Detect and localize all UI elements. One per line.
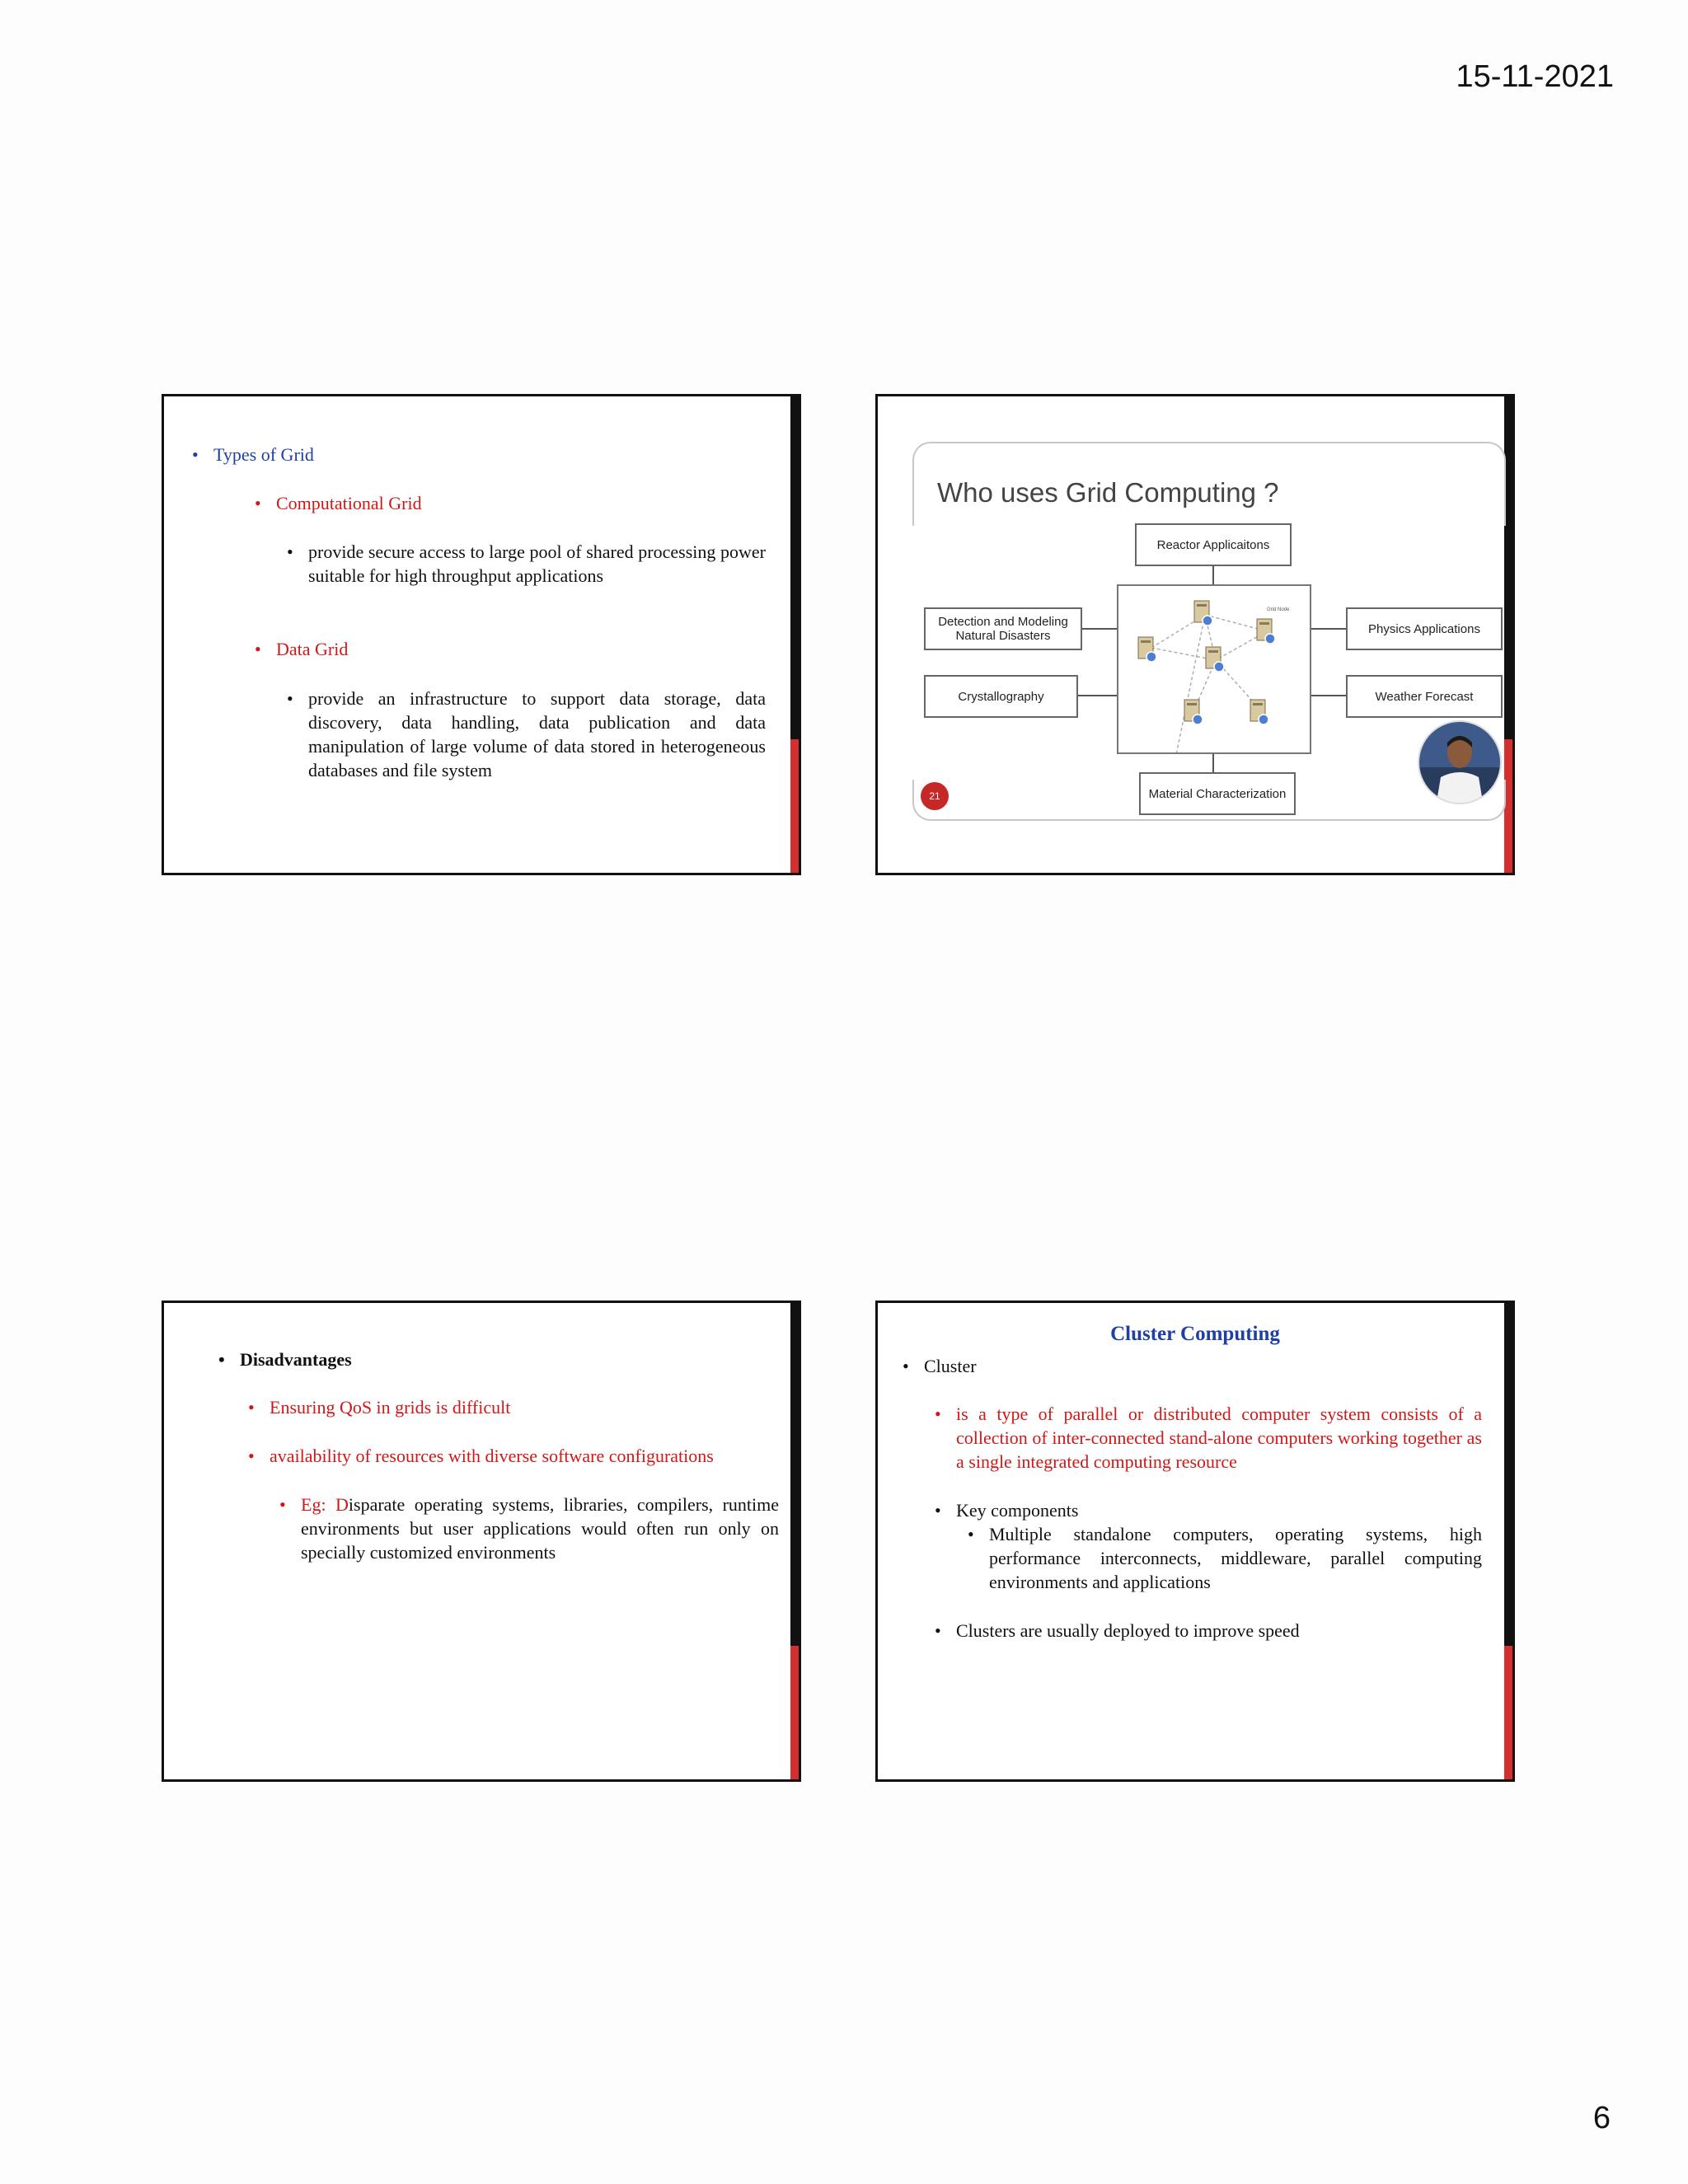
bullet-dot: • (255, 493, 261, 513)
box-crystallography: Crystallography (924, 675, 1078, 718)
slide-edge-black (790, 1303, 799, 1651)
bullet-text: Computational Grid (276, 493, 422, 513)
slide-who-uses-grid (875, 394, 1515, 875)
bullet-cluster-definition (935, 1402, 1482, 1474)
bullet-text: Data Grid (276, 639, 349, 659)
grid-node-label: Grid Node (1267, 607, 1290, 612)
page-date: 15-11-2021 (1456, 59, 1614, 94)
example-prefix: Eg: D (301, 1494, 349, 1515)
bullet-types-of-grid (192, 443, 314, 466)
bullet-text: Multiple standalone computers, operating systems, high performance interconnects, middleware, parallel computing environments and applications (989, 1524, 1482, 1592)
bullet-text: Types of Grid (213, 444, 314, 465)
bullet-qos (248, 1395, 511, 1419)
slide-edge-red (1504, 1646, 1512, 1779)
connector-line (1212, 754, 1214, 772)
connector-line (1082, 628, 1117, 630)
bullet-text: Cluster (924, 1356, 977, 1376)
connector-line (1311, 628, 1346, 630)
bullet-computational-grid (255, 491, 422, 515)
connector-line (1311, 695, 1346, 696)
grid-node-cluster (1117, 584, 1311, 754)
slide-disadvantages (162, 1301, 801, 1782)
bullet-computational-grid-desc (287, 540, 766, 588)
bullet-dot: • (279, 1494, 286, 1515)
box-reactor-applications: Reactor Applicaitons (1135, 523, 1292, 566)
bullet-data-grid (255, 637, 349, 661)
bullet-dot: • (287, 541, 293, 562)
bullet-dot: • (218, 1349, 225, 1370)
connector-line (1078, 695, 1117, 696)
diagram-title: Who uses Grid Computing ? (937, 477, 1279, 508)
bullet-cluster (903, 1354, 977, 1378)
slide-title: Cluster Computing (1110, 1323, 1280, 1345)
slide-edge-black (1504, 396, 1512, 744)
page-number: 6 (1592, 2101, 1611, 2135)
server-icon (1203, 645, 1226, 673)
server-icon (1181, 698, 1204, 726)
bullet-key-components-detail (968, 1522, 1482, 1594)
slide-number-badge: 21 (921, 782, 949, 810)
box-detection-modeling: Detection and Modeling Natural Disasters (924, 607, 1082, 650)
bullet-dot: • (935, 1620, 941, 1641)
bullet-disadvantages (218, 1347, 352, 1371)
slide-edge-red (790, 1646, 799, 1779)
bullet-text: Disadvantages (240, 1349, 352, 1370)
bullet-dot: • (935, 1404, 941, 1424)
example-text: isparate operating systems, libraries, compilers, runtime environments but user applications would often run only on specially customized environments (301, 1494, 779, 1563)
box-physics-applications: Physics Applications (1346, 607, 1503, 650)
bullet-dot: • (192, 444, 199, 465)
server-icon (1247, 698, 1270, 726)
bullet-dot: • (255, 639, 261, 659)
bullet-text: is a type of parallel or distributed computer system consists of a collection of inter-connected stand-alone computers working together as a single integrated computing resource (956, 1404, 1482, 1472)
bullet-resource-availability (248, 1444, 714, 1468)
bullet-key-components (935, 1498, 1079, 1522)
bullet-deployment (935, 1619, 1300, 1643)
server-icon (1191, 599, 1214, 627)
bullet-text: Ensuring QoS in grids is difficult (270, 1397, 511, 1418)
server-icon (1135, 635, 1158, 663)
bullet-dot: • (248, 1397, 255, 1418)
box-weather-forecast: Weather Forecast (1346, 675, 1503, 718)
bullet-dot: • (287, 688, 293, 709)
slide-edge-black (790, 396, 799, 744)
bullet-dot: • (248, 1446, 255, 1466)
slide-edge-black (1504, 1303, 1512, 1651)
bullet-data-grid-desc (287, 687, 766, 782)
bullet-text: provide secure access to large pool of shared processing power suitable for high throughput applications (308, 541, 766, 586)
bullet-text: Clusters are usually deployed to improve speed (956, 1620, 1300, 1641)
bullet-text: provide an infrastructure to support data storage, data discovery, data handling, data publication and data manipulation of large volume of data stored in heterogeneous databases and file system (308, 688, 766, 780)
bullet-text: availability of resources with diverse software configurations (270, 1446, 714, 1466)
bullet-dot: • (935, 1500, 941, 1521)
bullet-example (279, 1493, 779, 1564)
bullet-dot: • (968, 1524, 974, 1544)
slide-edge-red (790, 739, 799, 873)
box-material-characterization: Material Characterization (1139, 772, 1296, 815)
server-icon (1254, 617, 1277, 645)
presenter-video-thumbnail (1418, 718, 1502, 807)
bullet-text: Key components (956, 1500, 1079, 1521)
connector-line (1212, 566, 1214, 584)
slide-cluster-computing (875, 1301, 1515, 1782)
bullet-dot: • (903, 1356, 909, 1376)
slide-types-of-grid (162, 394, 801, 875)
